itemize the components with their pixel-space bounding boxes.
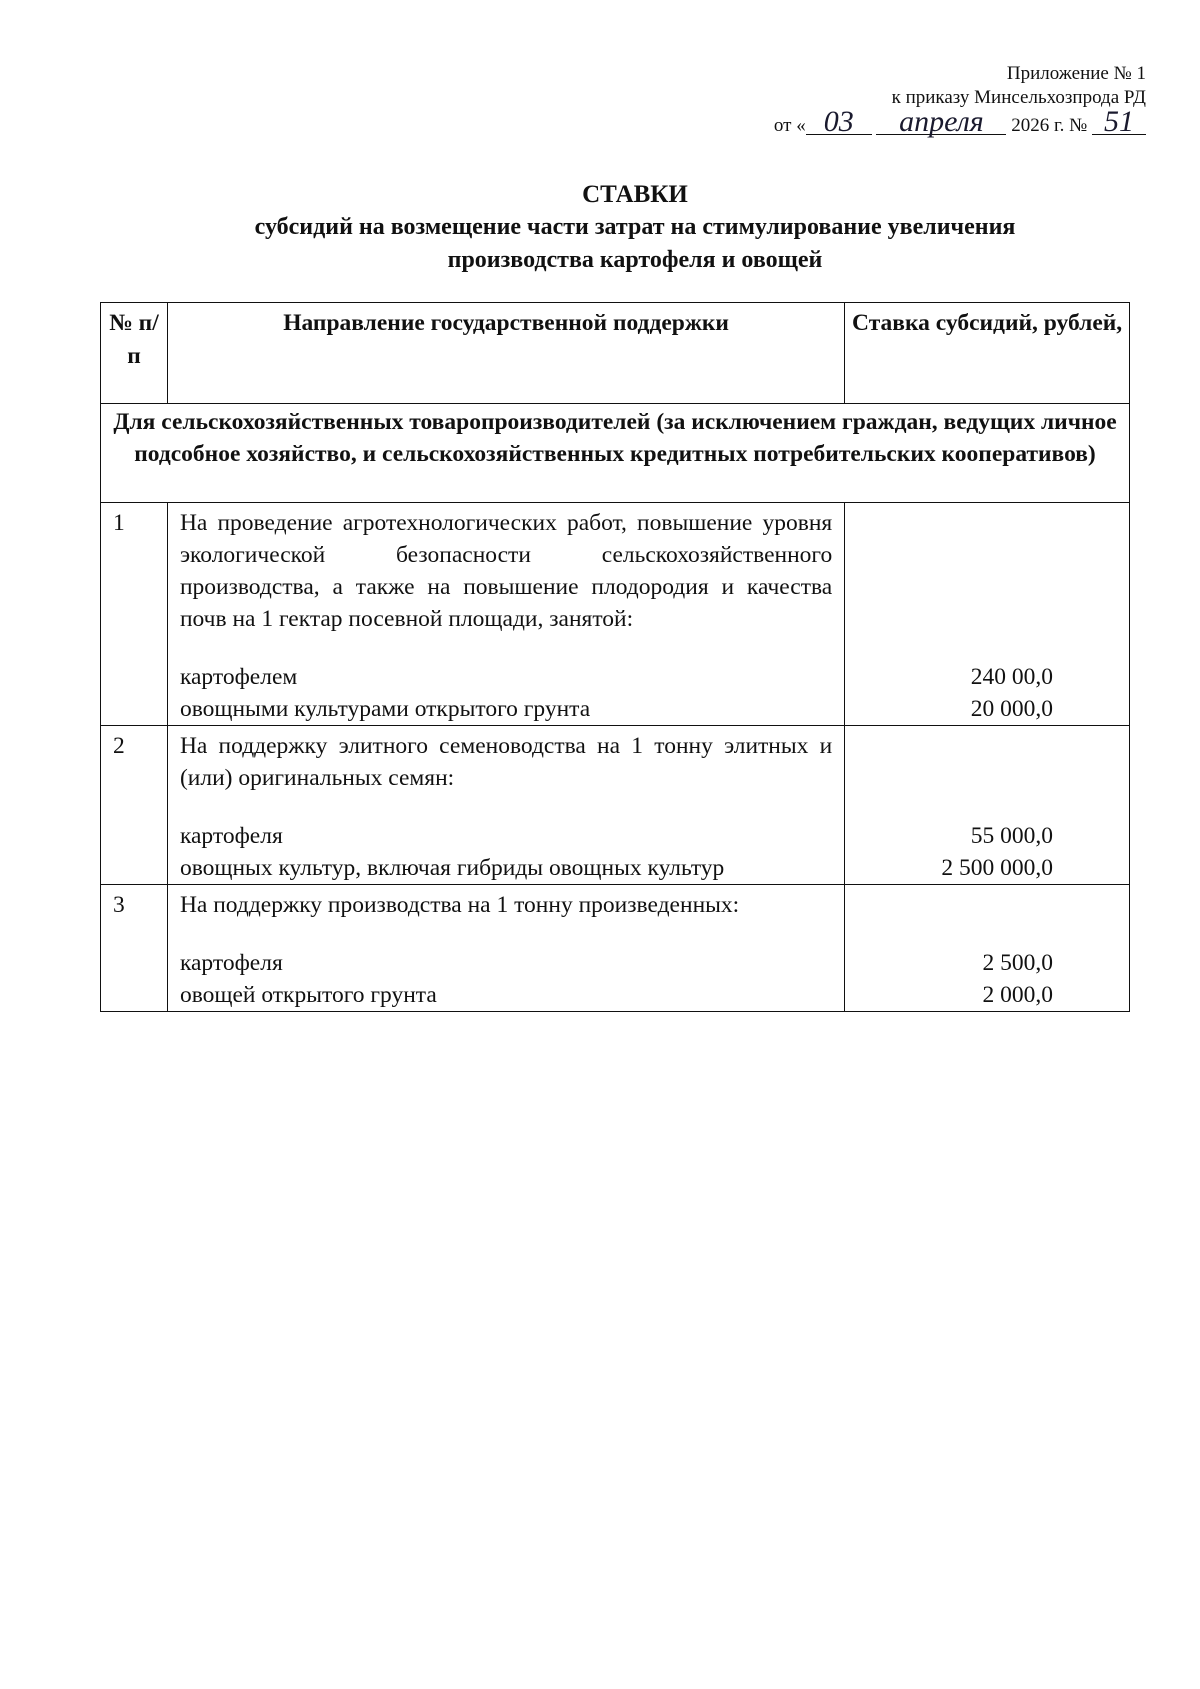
table-sub-row xyxy=(101,820,1130,852)
date-prefix: от « xyxy=(773,115,806,136)
table-sub-row xyxy=(101,947,1130,979)
row-number: 1 xyxy=(101,503,168,726)
header-number: № п/п xyxy=(101,303,168,404)
table-header-row xyxy=(101,303,1130,404)
table-row xyxy=(101,503,1130,662)
order-reference: к приказу Минсельхозпрода РД xyxy=(891,87,1146,108)
row-description: На поддержку элитного семеноводства на 1 тонну элитных и (или) оригинальных семян: xyxy=(167,726,844,821)
row-rate-empty xyxy=(845,503,1130,662)
item-name: картофеля xyxy=(167,947,844,979)
item-rate: 2 500,0 xyxy=(845,947,1130,979)
order-date-line xyxy=(773,105,1146,138)
appendix-header xyxy=(774,62,1146,138)
table-sub-row xyxy=(101,661,1130,693)
item-rate: 240 00,0 xyxy=(845,661,1130,693)
item-rate: 2 500 000,0 xyxy=(845,852,1130,885)
section-row xyxy=(101,404,1130,503)
item-rate: 20 000,0 xyxy=(845,693,1130,726)
row-rate-empty xyxy=(845,885,1130,948)
header-direction: Направление государственной поддержки xyxy=(167,303,844,404)
handwritten-order-number: 51 xyxy=(1092,110,1146,135)
table-sub-row xyxy=(101,979,1130,1012)
table-row xyxy=(101,726,1130,821)
document-title xyxy=(0,178,1200,277)
title-main: СТАВКИ xyxy=(582,181,688,208)
title-line-3: производства картофеля и овощей xyxy=(447,247,823,273)
item-name: картофелем xyxy=(167,661,844,693)
handwritten-month: апреля xyxy=(876,110,1006,135)
item-name: овощных культур, включая гибриды овощных культур xyxy=(167,852,844,885)
title-line-2: субсидий на возмещение части затрат на стимулирование увеличения xyxy=(254,214,1016,240)
row-number: 3 xyxy=(101,885,168,1012)
row-description: На проведение агротехнологических работ, повышение уровня экологической безопасности сельскохозяйственного производства, а также на повышение плодородия и качества почв на 1 гектар посевной площади, занятой: xyxy=(167,503,844,662)
table-sub-row xyxy=(101,852,1130,885)
rates-table xyxy=(100,302,1130,1012)
item-name: картофеля xyxy=(167,820,844,852)
header-rate: Ставка субсидий, рублей, xyxy=(845,303,1130,404)
item-rate: 2 000,0 xyxy=(845,979,1130,1012)
handwritten-day: 03 xyxy=(806,110,872,135)
date-year: 2026 г. № xyxy=(1011,115,1088,136)
row-number: 2 xyxy=(101,726,168,885)
item-name: овощными культурами открытого грунта xyxy=(167,693,844,726)
section-title: Для сельскохозяйственных товаропроизводителей (за исключением граждан, ведущих личное подсобное хозяйство, и сельскохозяйственных кредитных потребительских кооперативов) xyxy=(101,404,1130,503)
table-row xyxy=(101,885,1130,948)
row-description: На поддержку производства на 1 тонну произведенных: xyxy=(167,885,844,948)
row-rate-empty xyxy=(845,726,1130,821)
item-rate: 55 000,0 xyxy=(845,820,1130,852)
item-name: овощей открытого грунта xyxy=(167,979,844,1012)
table-sub-row xyxy=(101,693,1130,726)
appendix-number: Приложение № 1 xyxy=(1006,63,1146,84)
